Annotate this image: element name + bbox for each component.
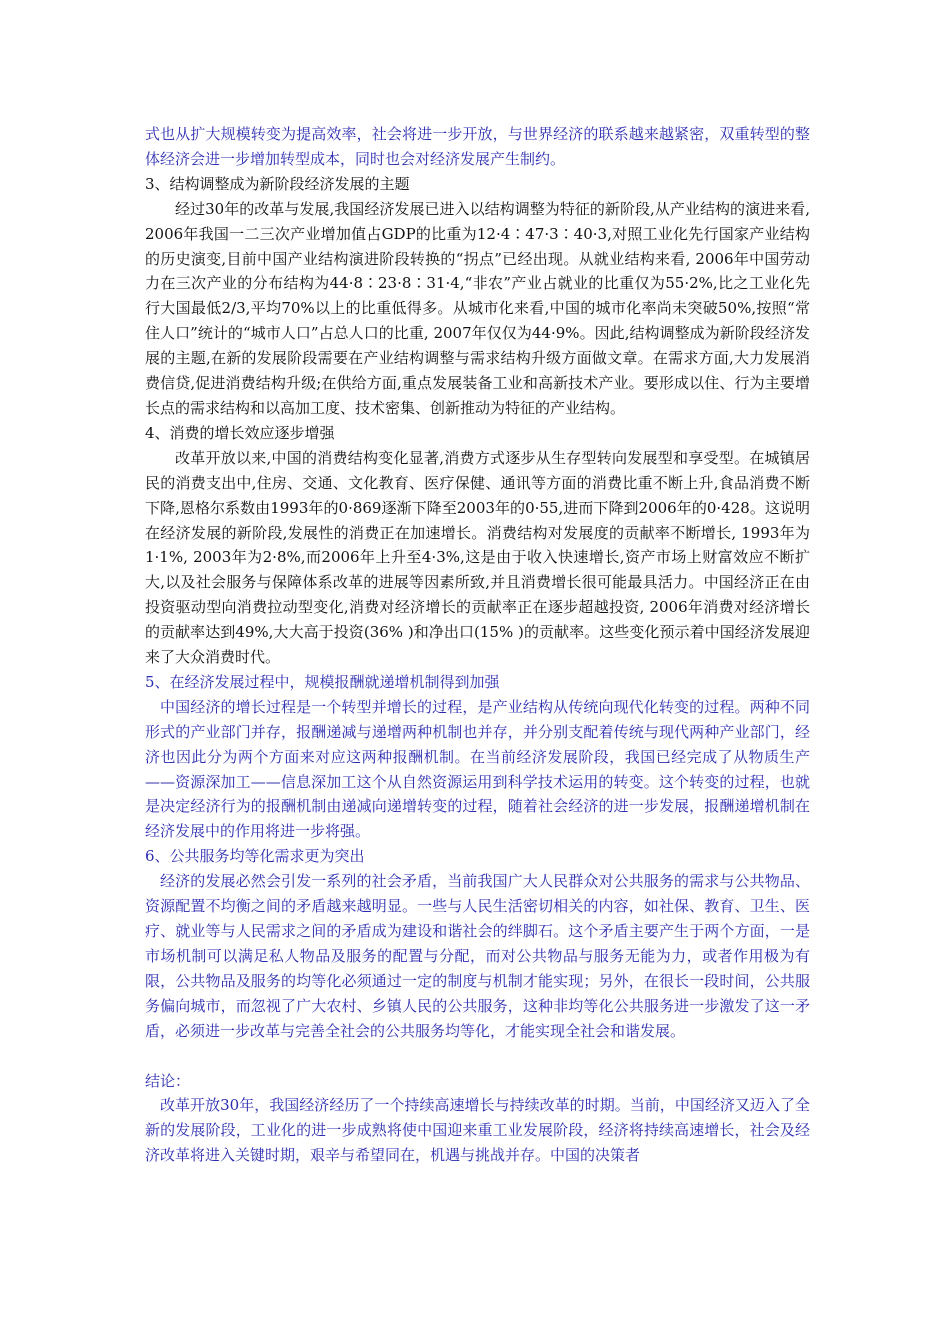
document-page: [145, 122, 810, 1168]
section-3-paragraph: 经过30年的改革与发展,我国经济发展已进入以结构调整为特征的新阶段,从产业结构的演进来看, 2006年我国一二三次产业增加值占GDP的比重为12·4∶47·3∶40·3,对照工业化先行国家产业结构的历史演变,目前中国产业结构演进阶段转换的“拐点”已经出现。从就业结构来看, 2006年中国劳动力在三次产业的分布结构为44·8∶23·8∶31·4,“非农”产业占就业的比重仅为55·2%,比之工业化先行大国最低2/3,平均70%以上的比重低得多。从城市化来看,中国的城市化率尚未突破50%,按照“常住人口”统计的“城市人口”占总人口的比重, 2007年仅仅为44·9%。因此,结构调整成为新阶段经济发展的主题,在新的发展阶段需要在产业结构调整与需求结构升级方面做文章。在需求方面,大力发展消费信贷,促进消费结构升级;在供给方面,重点发展装备工业和高新技术产业。要形成以住、行为主要增长点的需求结构和以高加工度、技术密集、创新推动为特征的产业结构。: [145, 199, 810, 417]
intro-paragraph: 式也从扩大规模转变为提高效率，社会将进一步开放，与世界经济的联系越来越紧密，双重转型的整体经济会进一步增加转型成本，同时也会对经济发展产生制约。: [145, 125, 810, 168]
section-4-paragraph: 改革开放以来,中国的消费结构变化显著,消费方式逐步从生存型转向发展型和享受型。在城镇居民的消费支出中,住房、交通、文化教育、医疗保健、通讯等方面的消费比重不断上升,食品消费不断下降,恩格尔系数由1993年的0·869逐渐下降至2003年的0·55,进而下降到2006年的0·428。这说明在经济发展的新阶段,发展性的消费正在加速增长。消费结构对发展度的贡献率不断增长, 1993年为1·1%, 2003年为2·8%,而2006年上升至4·3%,这是由于收入快速增长,资产市场上财富效应不断扩大,以及社会服务与保障体系改革的进展等因素所致,并且消费增长很可能最具活力。中国经济正在由投资驱动型向消费拉动型变化,消费对经济增长的贡献率正在逐步超越投资, 2006年消费对经济增长的贡献率达到49%,大大高于投资(36% )和净出口(15% )的贡献率。这些变化预示着中国经济发展迎来了大众消费时代。: [145, 448, 810, 667]
section-3-heading: 3、结构调整成为新阶段经济发展的主题: [145, 174, 410, 193]
conclusion-paragraph: 改革开放30年，我国经济经历了一个持续高速增长与持续改革的时期。当前，中国经济又迈入了全新的发展阶段，工业化的进一步成熟将使中国迎来重工业发展阶段，经济将持续高速增长，社会及经济改革将进入关键时期，艰辛与希望同在，机遇与挑战并存。中国的决策者: [145, 1096, 810, 1165]
section-6-paragraph: 经济的发展必然会引发一系列的社会矛盾，当前我国广大人民群众对公共服务的需求与公共物品、资源配置不均衡之间的矛盾越来越明显。一些与人民生活密切相关的内容，如社保、教育、卫生、医疗、就业等与人民需求之间的矛盾成为建设和谐社会的绊脚石。这个矛盾主要产生于两个方面，一是市场机制可以满足私人物品及服务的配置与分配，而对公共物品与服务无能为力，或者作用极为有限，公共物品及服务的均等化必须通过一定的制度与机制才能实现；另外，在很长一段时间，公共服务偏向城市，而忽视了广大农村、乡镇人民的公共服务，这种非均等化公共服务进一步激发了这一矛盾，必须进一步改革与完善全社会的公共服务均等化，才能实现全社会和谐发展。: [145, 872, 810, 1040]
spacer: [145, 1044, 810, 1069]
section-5-paragraph: 中国经济的增长过程是一个转型并增长的过程，是产业结构从传统向现代化转变的过程。两种不同形式的产业部门并存，报酬递减与递增两种机制也并存，并分别支配着传统与现代两种产业部门，经济也因此分为两个方面来对应这两种报酬机制。在当前经济发展阶段，我国已经完成了从物质生产——资源深加工——信息深加工这个从自然资源运用到科学技术运用的转变。这个转变的过程，也就是决定经济行为的报酬机制由递减向递增转变的过程，随着社会经济的进一步发展，报酬递增机制在经济发展中的作用将进一步将强。: [145, 697, 810, 841]
section-4-heading: 4、消费的增长效应逐步增强: [145, 423, 335, 442]
section-6-heading: 6、公共服务均等化需求更为突出: [145, 847, 365, 866]
conclusion-heading: 结论：: [145, 1071, 191, 1090]
section-5-heading: 5、在经济发展过程中，规模报酬就递增机制得到加强: [145, 672, 500, 691]
